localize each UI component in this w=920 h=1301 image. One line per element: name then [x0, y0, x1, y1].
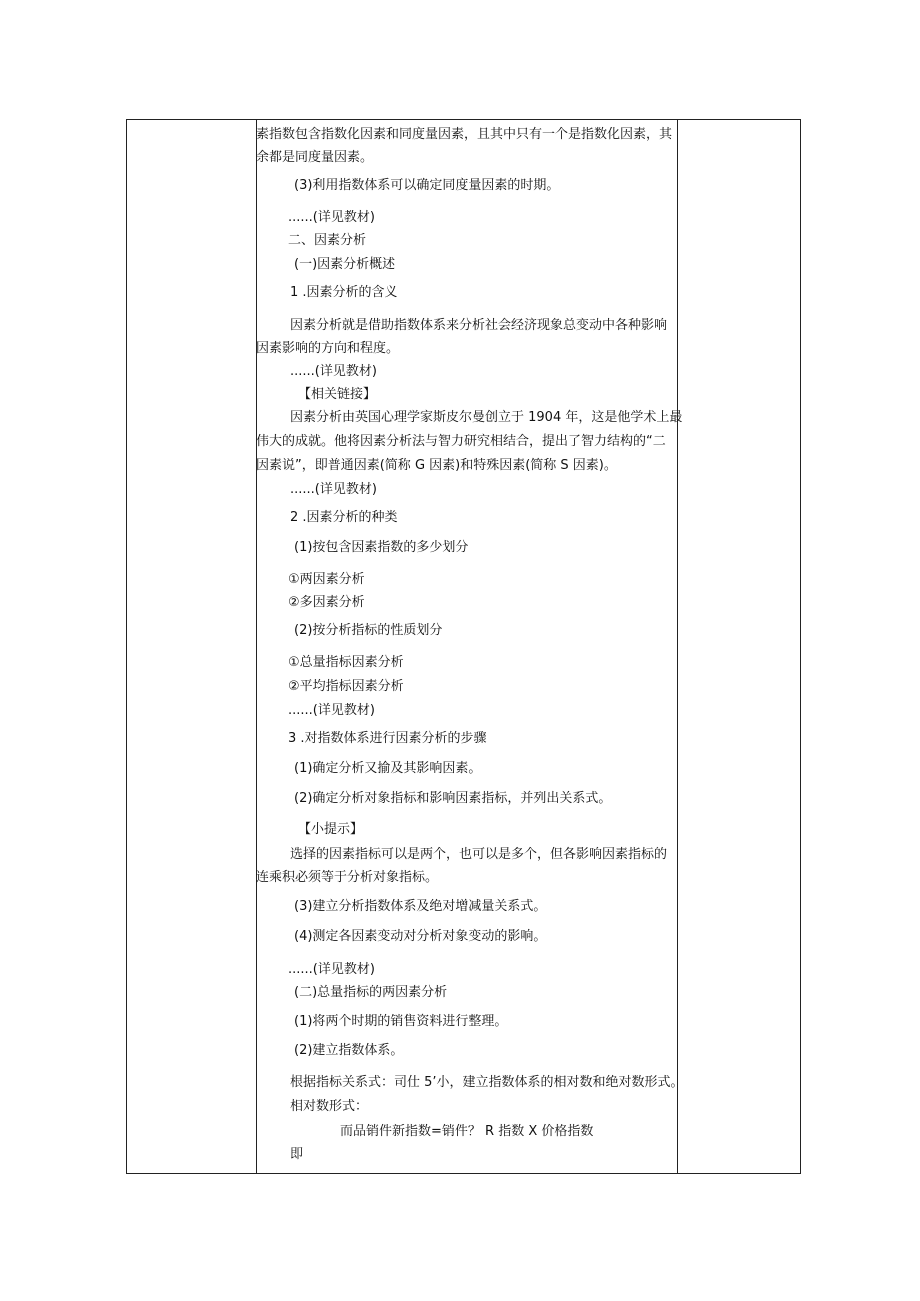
text-line: 因素影响的方向和程度。: [256, 341, 400, 356]
list-item: ②多因素分析: [288, 595, 365, 610]
text-line: 根据指标关系式：司仕 5’小，建立指数体系的相对数和绝对数形式。: [290, 1075, 684, 1090]
item-heading: 2 .因素分析的种类: [290, 510, 398, 525]
text-line: 伟大的成就。他将因素分析法与智力研究相结合，提出了智力结构的“二: [256, 434, 666, 449]
item-heading: 3 .对指数体系进行因素分析的步骤: [288, 731, 487, 746]
text-line: 余都是同度量因素。: [256, 150, 374, 165]
text-line: ......(详见教材): [288, 210, 375, 225]
subsection-heading: (二)总量指标的两因素分析: [294, 985, 448, 1000]
list-item: ①两因素分析: [288, 572, 365, 587]
list-item: ①总量指标因素分析: [288, 655, 404, 670]
text-line: 连乘积必须等于分析对象指标。: [256, 870, 439, 885]
text-line: (1)将两个时期的销售资料进行整理。: [294, 1014, 508, 1029]
text-line: 相对数形式：: [290, 1099, 369, 1114]
text-line: 因素分析就是借助指数体系来分析社会经济现象总变动中各种影响: [290, 318, 668, 333]
subsection-heading: (一)因素分析概述: [294, 257, 396, 272]
text-line: (3)建立分析指数体系及绝对增减量关系式。: [294, 899, 547, 914]
text-line: (2)建立指数体系。: [294, 1043, 404, 1058]
item-heading: 1 .因素分析的含义: [290, 285, 398, 300]
list-item: ②平均指标因素分析: [288, 679, 404, 694]
column-divider-left: [256, 120, 257, 1173]
text-line: 素指数包含指数化因素和同度量因素，且其中只有一个是指数化因素，其: [256, 127, 673, 142]
text-line: (2)按分析指标的性质划分: [294, 623, 443, 638]
formula-line: 而品销件新指数=销件？ R 指数 X 价格指数: [340, 1124, 594, 1139]
text-line: 选择的因素指标可以是两个，也可以是多个，但各影响因素指标的: [290, 847, 668, 862]
text-line: (4)测定各因素变动对分析对象变动的影响。: [294, 929, 547, 944]
text-line: ......(详见教材): [290, 364, 377, 379]
text-line: 即: [290, 1147, 304, 1162]
text-line: ......(详见教材): [290, 482, 377, 497]
text-line: ......(详见教材): [288, 962, 375, 977]
text-line: (2)确定分析对象指标和影响因素指标，并列出关系式。: [294, 791, 612, 806]
text-line: ......(详见教材): [288, 703, 375, 718]
text-line: (1)确定分析又揄及其影响因素。: [294, 761, 482, 776]
text-line: 因素分析由英国心理学家斯皮尔曼创立于 1904 年，这是他学术上最: [290, 410, 683, 425]
text-line: 因素说”，即普通因素(简称 G 因素)和特殊因素(简称 S 因素)。: [256, 458, 617, 473]
section-heading: 二、因素分析: [288, 233, 367, 248]
text-line: (3)利用指数体系可以确定同度量因素的时期。: [294, 178, 560, 193]
tip-label: 【小提示】: [298, 822, 364, 837]
text-line: (1)按包含因素指数的多少划分: [294, 540, 469, 555]
column-divider-right: [677, 120, 678, 1173]
related-link-label: 【相关链接】: [298, 387, 377, 402]
